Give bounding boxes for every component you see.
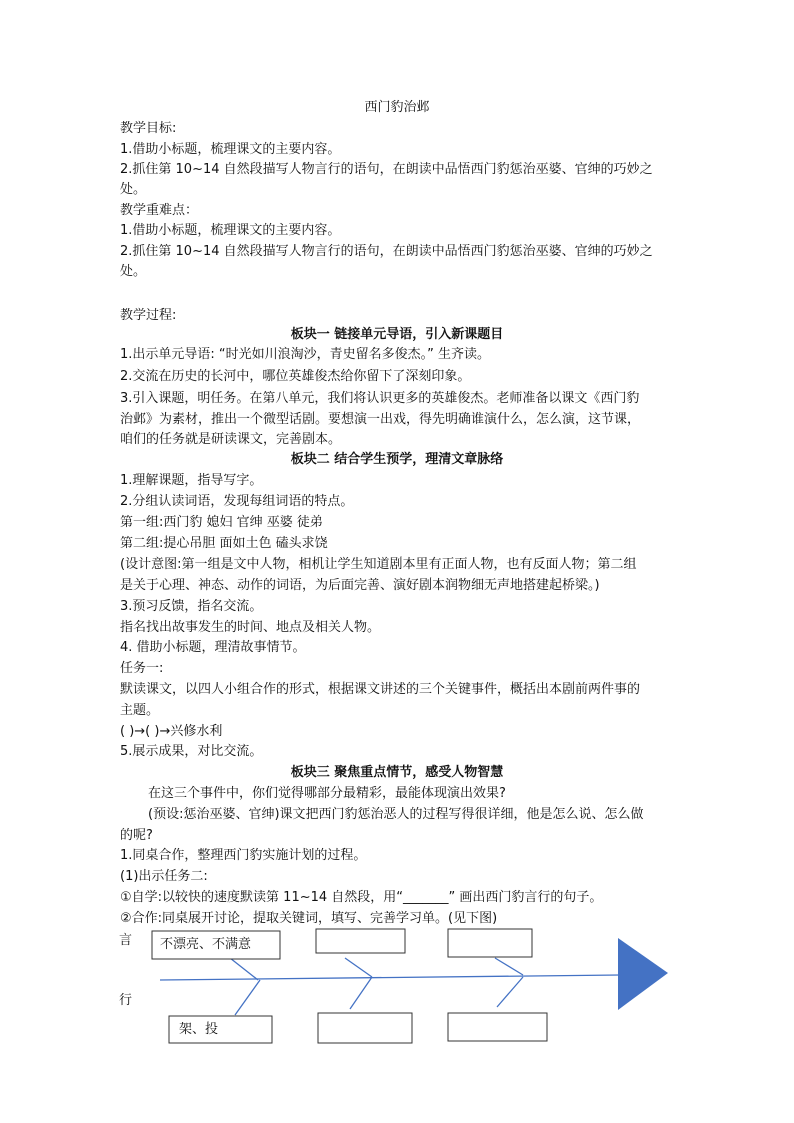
block1-line-3: 3.引入课题，明任务。在第八单元，我们将认识更多的英雄俊杰。老师准备以课文《西门豹 [120,391,640,406]
box-bottom-2 [318,1013,412,1043]
keypoints-item-2a: 2.抓住第 10~14 自然段描写人物言行的语句，在朗读中品悟西门豹惩治巫婆、官绅的巧妙之 [120,244,653,259]
fishbone-diagram [115,925,675,1055]
box-top-2 [316,929,405,953]
block2-line-8: 指名找出故事发生的时间、地点及相关人物。 [120,620,381,635]
block1-line-4: 治邺》为素材，推出一个微型话剧。要想演一出戏，得先明确谁演什么，怎么演，这节课， [120,412,641,427]
keypoints-heading: 教学重难点： [120,203,199,218]
block2-line-10: 任务一: [120,661,164,676]
block2-line-4: 第二组:提心吊胆 面如土色 磕头求饶 [120,536,328,551]
block1-line-2: 2.交流在历史的长河中，哪位英雄俊杰给你留下了深刻印象。 [120,369,471,384]
lower-bone-1 [235,980,260,1015]
lower-bone-2 [350,977,372,1009]
fishbone-spine [160,975,620,980]
goals-item-2b: 处。 [120,182,147,197]
diagram-label-bottom: 行 [119,993,133,1008]
block2-line-13: ( )→( )→兴修水利 [120,724,223,739]
block2-line-5: (设计意图:第一组是文中人物，相机让学生知道剧本里有正面人物，也有反面人物；第二组 [120,557,637,572]
upper-bone-3 [495,958,523,975]
block3-line-2: (预设:惩治巫婆、官绅)课文把西门豹惩治恶人的过程写得很详细，他是怎么说、怎么做 [148,807,644,822]
goals-item-2a: 2.抓住第 10~14 自然段描写人物言行的语句，在朗读中品悟西门豹惩治巫婆、官绅的巧妙之 [120,162,653,177]
block2-heading: 板块二 结合学生预学，理清文章脉络 [290,452,504,467]
block2-line-3: 第一组:西门豹 媳妇 官绅 巫婆 徒弟 [120,515,323,530]
block3-line-7: ②合作:同桌展开讨论，提取关键词，填写、完善学习单。(见下图) [120,911,498,926]
block2-line-7: 3.预习反馈，指名交流。 [120,599,263,614]
goals-heading: 教学目标: [120,121,177,136]
block3-line-5: (1)出示任务二: [120,869,208,884]
block1-line-1: 1.出示单元导语: “时光如川浪淘沙，青史留名多俊杰。” 生齐读。 [120,347,491,362]
block1-heading: 板块一 链接单元导语，引入新课题目 [290,327,504,342]
block2-line-6: 是关于心理、神态、动作的词语，为后面完善、演好剧本润物细无声地搭建起桥梁。) [120,578,600,593]
block3-heading: 板块三 聚焦重点情节，感受人物智慧 [290,765,504,780]
block3-line-1: 在这三个事件中，你们觉得哪部分最精彩，最能体现演出效果? [148,786,506,801]
block2-line-11: 默读课文，以四人小组合作的形式，根据课文讲述的三个关键事件，概括出本剧前两件事的 [120,682,641,697]
box-top-3 [448,929,532,957]
page-title: 西门豹治邺 [364,100,430,115]
diagram-label-top: 言 [119,933,133,948]
block3-line-4: 1.同桌合作，整理西门豹实施计划的过程。 [120,848,367,863]
block2-line-12: 主题。 [120,703,160,718]
block2-line-2: 2.分组认读词语，发现每组词语的特点。 [120,494,354,509]
block2-line-9: 4. 借助小标题，理清故事情节。 [120,640,306,655]
lower-bone-3 [497,977,523,1007]
fishbone-head [618,938,668,1010]
block3-line-6: ①自学:以较快的速度默读第 11~14 自然段，用“_______” 画出西门豹言行的句子。 [120,890,603,905]
keypoints-item-2b: 处。 [120,264,147,279]
block3-line-3: 的呢? [120,828,153,843]
process-heading: 教学过程: [120,308,177,323]
upper-bone-2 [345,958,372,977]
box-bottom-1-text: 架、投 [179,1022,219,1037]
box-top-1-text: 不漂亮、不满意 [160,937,252,952]
block1-line-5: 咱们的任务就是研读课文，完善剧本。 [120,432,342,447]
goals-item-1: 1.借助小标题，梳理课文的主要内容。 [120,142,341,157]
block2-line-1: 1.理解课题，指导写字。 [120,473,263,488]
box-bottom-3 [448,1013,547,1041]
upper-bone-1 [230,958,258,980]
block2-line-14: 5.展示成果，对比交流。 [120,744,263,759]
keypoints-item-1: 1.借助小标题，梳理课文的主要内容。 [120,223,341,238]
